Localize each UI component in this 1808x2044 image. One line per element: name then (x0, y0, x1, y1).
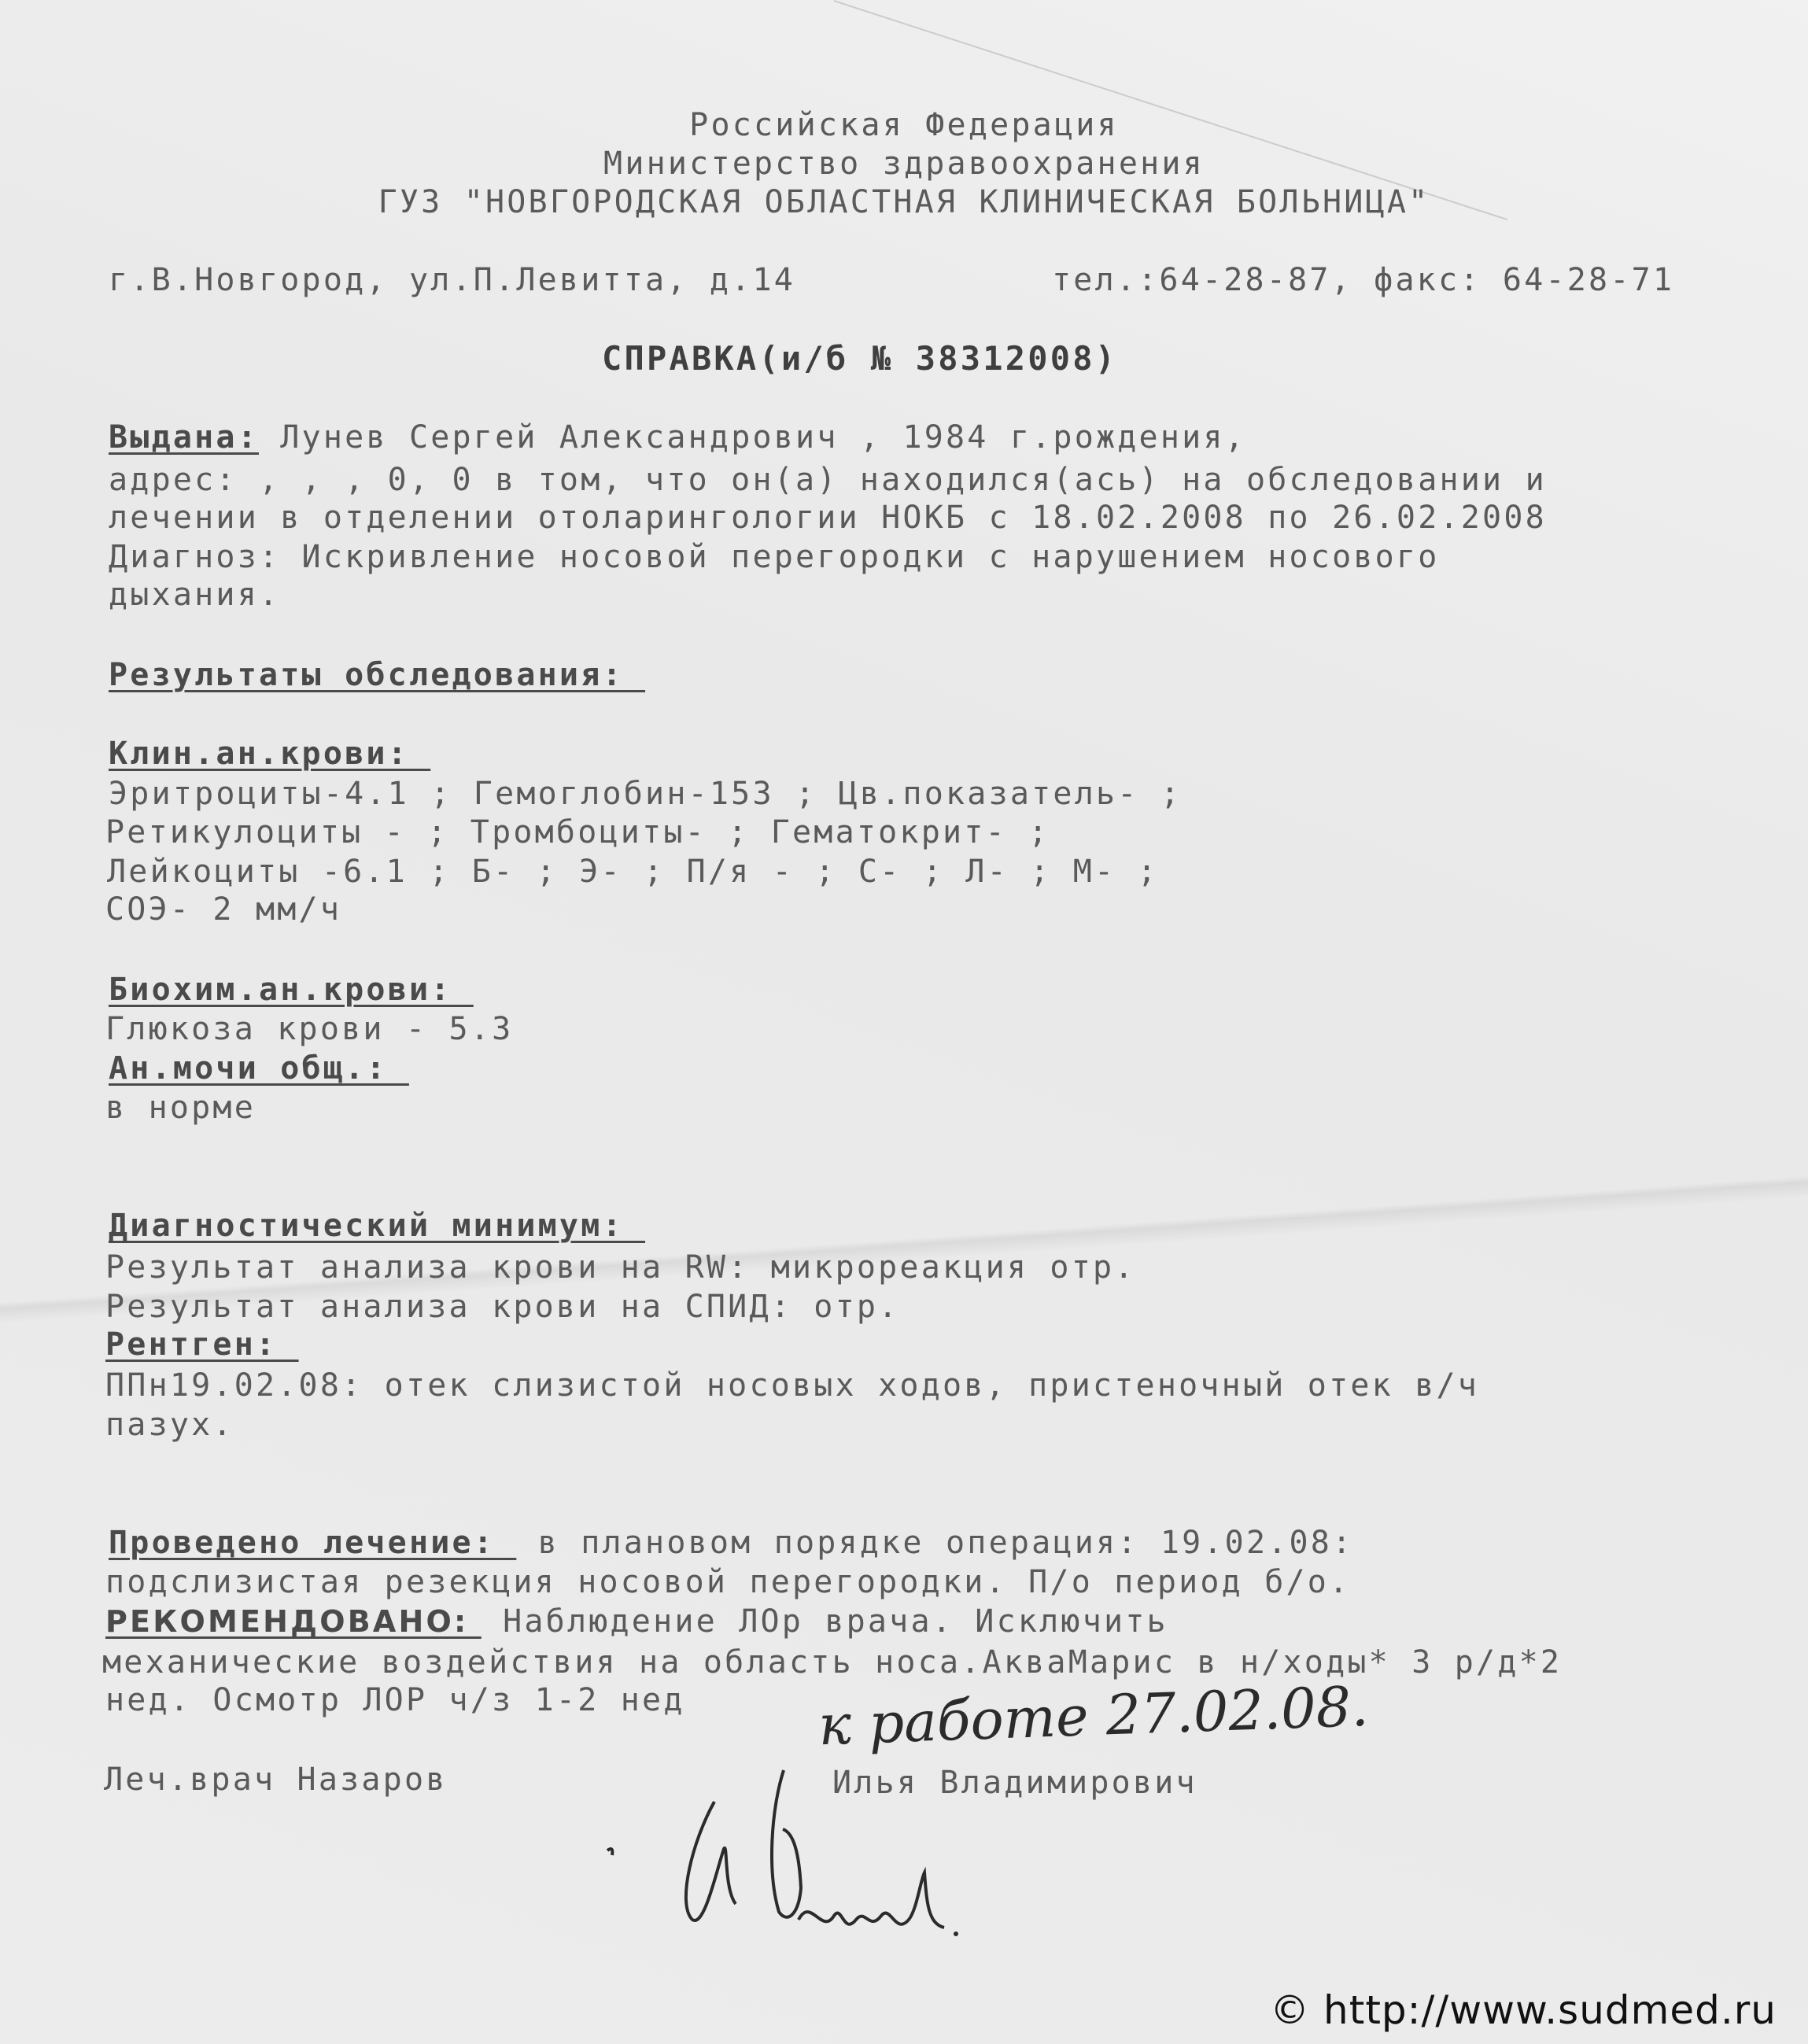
treatment-line-2: подслизистая резекция носовой перегородки. П/о период б/о. (105, 1564, 1351, 1600)
header-phones: тел.:64-28-87, факс: 64-28-71 (1052, 262, 1675, 298)
issued-line-2: адрес: , , , 0, 0 в том, что он(а) находился(ась) на обследовании и (109, 462, 1547, 498)
treatment-line-1 (109, 1524, 1353, 1562)
biochem-heading: Биохим.ан.крови: (109, 972, 474, 1008)
biochem-line-1: Глюкоза крови - 5.3 (105, 1011, 514, 1047)
issued-line-3: лечении в отделении отоларингологии НОКБ с 18.02.2008 по 26.02.2008 (109, 500, 1547, 536)
handwritten-return-to-work: к работе 27.02.08. (817, 1673, 1370, 1758)
doctor-name: Илья Владимирович (832, 1765, 1197, 1801)
recommended-line-1 (105, 1603, 1168, 1640)
treatment-heading: Проведено лечение: (109, 1525, 517, 1561)
urine-line-1: в норме (105, 1090, 256, 1126)
issued-patient: Лунев Сергей Александрович , 1984 г.рождения, (258, 419, 1246, 456)
xray-line-1: ППн19.02.08: отек слизистой носовых ходов, пристеночный отек в/ч (105, 1367, 1480, 1404)
recommended-line-3: нед. Осмотр ЛОР ч/з 1-2 нед (105, 1682, 685, 1718)
issued-label: Выдана: (109, 419, 259, 456)
header-address: г.В.Новгород, ул.П.Левитта, д.14 (109, 262, 796, 298)
doctor-signature (598, 1754, 976, 1943)
diagnostic-line-2: Результат анализа крови на СПИД: отр. (105, 1289, 900, 1325)
header-hospital: ГУЗ "НОВГОРОДСКАЯ ОБЛАСТНАЯ КЛИНИЧЕСКАЯ БОЛЬНИЦА" (378, 184, 1430, 220)
urine-heading: Ан.мочи общ.: (109, 1050, 409, 1087)
cbc-line-1: Эритроциты-4.1 ; Гемоглобин-153 ; Цв.показатель- ; (109, 776, 1183, 812)
cbc-line-4: СОЭ- 2 мм/ч (105, 891, 342, 928)
results-heading: Результаты обследования: (109, 657, 646, 693)
xray-line-2: пазух. (105, 1407, 234, 1443)
signature-text: Назаров (803, 1939, 810, 1940)
watermark: © http://www.sudmed.ru (1270, 1987, 1777, 2033)
header-ministry: Министерство здравоохранения (603, 146, 1205, 182)
issued-line-1 (109, 419, 1246, 456)
cbc-heading: Клин.ан.крови: (109, 736, 431, 772)
issued-line-4: Диагноз: Искривление носовой перегородки с нарушением носового (109, 539, 1440, 575)
recommended-heading: РЕКОМЕНДОВАНО: (105, 1604, 482, 1639)
doctor-label: Леч.врач Назаров (104, 1762, 448, 1798)
diagnostic-heading: Диагностический минимум: (109, 1208, 646, 1244)
recommended-text: Наблюдение ЛОр врача. Исключить (481, 1603, 1168, 1640)
treatment-operation: в плановом порядке операция: 19.02.08: (516, 1525, 1354, 1561)
cbc-line-3: Лейкоциты -6.1 ; Б- ; Э- ; П/я - ; С- ; Л- ; М- ; (107, 854, 1159, 890)
diagnostic-line-1: Результат анализа крови на RW: микрореакция отр. (105, 1249, 1136, 1286)
recommended-line-2: механические воздействия на область носа.АкваМарис в н/ходы* 3 р/д*2 (102, 1644, 1563, 1681)
document-title: СПРАВКА(и/б № 38312008) (602, 339, 1118, 378)
issued-line-5: дыхания. (109, 577, 281, 613)
header-country: Российская Федерация (689, 107, 1119, 143)
xray-heading: Рентген: (105, 1326, 299, 1363)
cbc-line-2: Ретикулоциты - ; Тромбоциты- ; Гематокрит- ; (105, 814, 1050, 850)
